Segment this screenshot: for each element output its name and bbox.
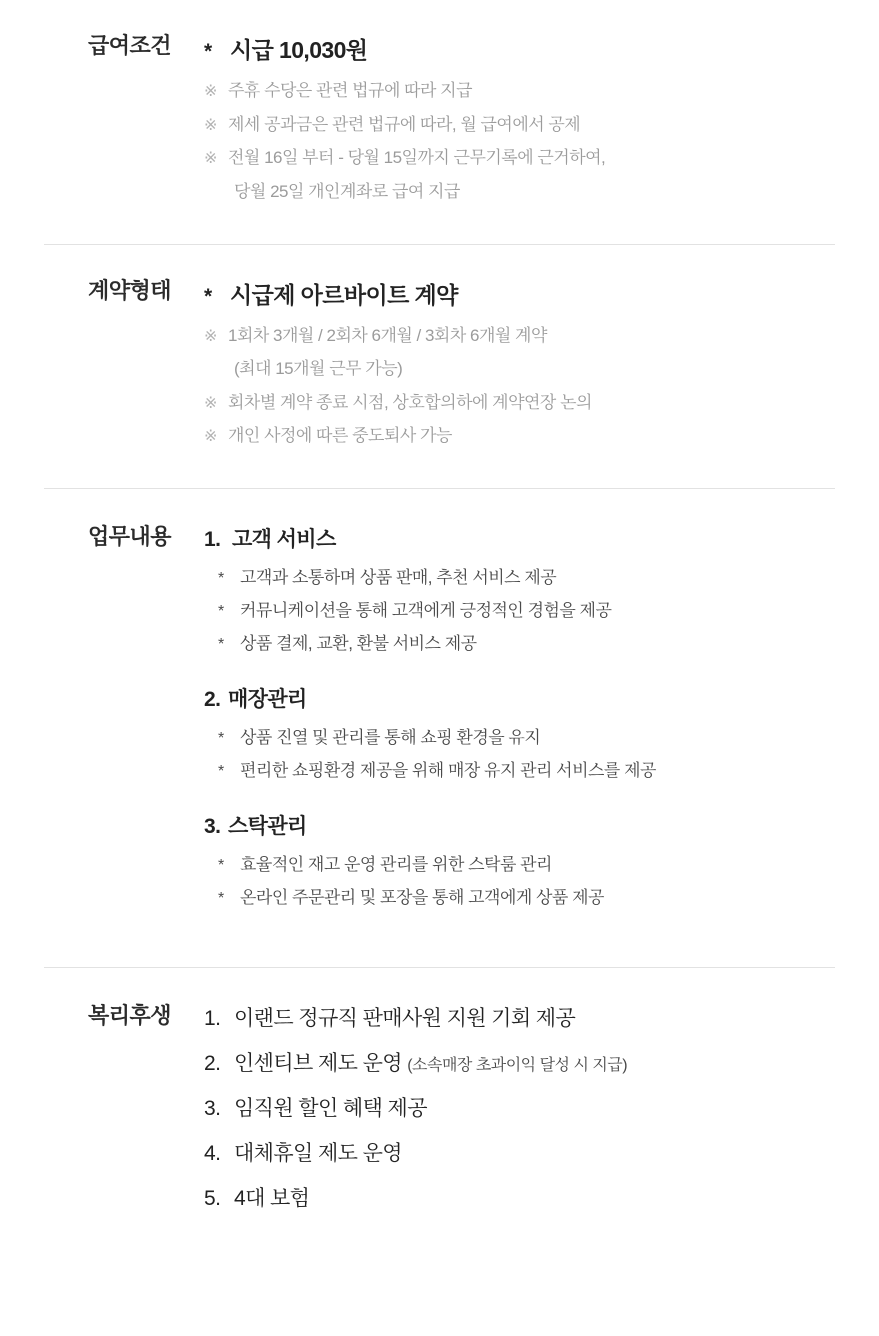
duty-bullet-text: 상품 진열 및 관리를 통해 쇼핑 환경을 유지 [240, 728, 541, 748]
section-contract-body [204, 277, 835, 459]
duty-group [204, 683, 835, 784]
pay-note [204, 79, 835, 104]
duty-group-title: 고객 서비스 [232, 528, 336, 552]
list-item [204, 1137, 835, 1167]
bullet-star-icon: * [218, 730, 224, 748]
duty-bullet-text: 효율적인 재고 운영 관리를 위한 스탁룸 관리 [240, 855, 552, 875]
contract-note-continuation [204, 357, 835, 382]
duty-bullet [204, 885, 835, 911]
duty-group-heading [204, 523, 835, 553]
reference-mark-icon: ※ [204, 327, 217, 345]
duty-bullet-list [204, 852, 835, 911]
duty-bullet [204, 631, 835, 657]
section-pay-label: 급여조건 [88, 33, 172, 58]
section-benefit [0, 968, 879, 1267]
benefit-text-wrap [234, 1047, 835, 1077]
duty-bullet-list [204, 725, 835, 784]
pay-note [204, 146, 835, 171]
section-duty-label: 업무내용 [88, 524, 172, 550]
section-contract-label-col [44, 277, 204, 306]
bullet-star-icon: * [218, 570, 224, 588]
benefit-number: 1. [204, 1007, 221, 1031]
duty-group-number: 1. [204, 528, 221, 552]
duty-group-title: 스탁관리 [228, 815, 307, 839]
reference-mark-icon: ※ [204, 394, 217, 412]
contract-note-text: 회차별 계약 종료 시점, 상호합의하에 계약연장 논의 [228, 392, 592, 412]
pay-main-line [204, 32, 835, 65]
bullet-star-icon: * [218, 890, 224, 908]
pay-note-text: 제세 공과금은 관련 법규에 따라, 월 급여에서 공제 [228, 114, 581, 134]
section-pay [0, 0, 879, 244]
benefit-text: 4대 보험 [234, 1187, 310, 1211]
section-duty [0, 489, 879, 967]
contract-main-text: 시급제 아르바이트 계약 [230, 281, 458, 308]
benefit-text: 인센티브 제도 운영 [234, 1052, 402, 1076]
reference-mark-icon: ※ [204, 428, 217, 446]
section-pay-body [204, 32, 835, 214]
duty-bullet-text: 고객과 소통하며 상품 판매, 추천 서비스 제공 [240, 568, 557, 588]
contract-note [204, 424, 835, 449]
list-item [204, 1047, 835, 1077]
section-benefit-label: 복리후생 [88, 1003, 172, 1029]
benefit-number: 5. [204, 1187, 221, 1211]
duty-group-title: 매장관리 [228, 688, 307, 712]
duty-bullet [204, 565, 835, 591]
bullet-star-icon: * [218, 763, 224, 781]
bullet-star-icon: * [218, 603, 224, 621]
contract-note-text: 1회차 3개월 / 2회차 6개월 / 3회차 6개월 계약 [228, 325, 547, 345]
duty-bullet-text: 커뮤니케이션을 통해 고객에게 긍정적인 경험을 제공 [240, 601, 612, 621]
benefit-number: 4. [204, 1142, 221, 1166]
duty-group-heading [204, 683, 835, 713]
section-duty-body [204, 523, 835, 933]
pay-note-continuation [204, 180, 835, 205]
duty-bullet-list [204, 565, 835, 657]
pay-note-text: 전월 16일 부터 - 당월 15일까지 근무기록에 근거하여, [228, 148, 606, 168]
section-pay-label-col [44, 32, 204, 61]
bullet-star-icon: * [218, 857, 224, 875]
list-item [204, 1002, 835, 1032]
contract-main-line [204, 277, 835, 310]
benefit-text: 임직원 할인 혜택 제공 [234, 1097, 427, 1121]
duty-group-number: 3. [204, 815, 221, 839]
contract-note [204, 324, 835, 349]
bullet-star-icon: * [204, 40, 212, 63]
bullet-star-icon: * [204, 284, 212, 308]
duty-bullet-text: 편리한 쇼핑환경 제공을 위해 매장 유지 관리 서비스를 제공 [240, 761, 656, 781]
pay-note-text: 당월 25일 개인계좌로 급여 지급 [234, 181, 460, 201]
benefit-text: 대체휴일 제도 운영 [234, 1142, 402, 1166]
pay-note-text: 주휴 수당은 관련 법규에 따라 지급 [228, 81, 473, 100]
duty-bullet [204, 758, 835, 784]
benefit-number: 3. [204, 1097, 221, 1121]
pay-note [204, 113, 835, 138]
duty-bullet-text: 상품 결제, 교환, 환불 서비스 제공 [240, 634, 477, 654]
section-contract-label: 계약형태 [88, 277, 172, 303]
duty-bullet [204, 725, 835, 751]
list-item [204, 1182, 835, 1212]
bullet-star-icon: * [218, 636, 224, 654]
duty-group-number: 2. [204, 688, 221, 712]
reference-mark-icon: ※ [204, 150, 217, 168]
list-item [204, 1092, 835, 1122]
duty-group [204, 523, 835, 657]
benefit-subtext: (소속매장 초과이익 달성 시 지급) [407, 1057, 628, 1075]
benefit-number: 2. [204, 1052, 221, 1076]
duty-bullet [204, 852, 835, 878]
reference-mark-icon: ※ [204, 116, 217, 134]
section-benefit-body [204, 1002, 835, 1227]
duty-group-heading [204, 810, 835, 840]
contract-note-text: (최대 15개월 근무 가능) [234, 359, 403, 379]
section-contract [0, 245, 879, 489]
section-benefit-label-col [44, 1002, 204, 1031]
benefit-text: 이랜드 정규직 판매사원 지원 기회 제공 [234, 1007, 576, 1031]
reference-mark-icon: ※ [204, 83, 217, 100]
duty-group [204, 810, 835, 911]
pay-main-text: 시급 10,030원 [230, 37, 368, 63]
duty-bullet [204, 598, 835, 624]
duty-bullet-text: 온라인 주문관리 및 포장을 통해 고객에게 상품 제공 [240, 888, 604, 908]
contract-note [204, 391, 835, 416]
contract-note-text: 개인 사정에 따른 중도퇴사 가능 [228, 426, 452, 446]
section-duty-label-col [44, 523, 204, 552]
